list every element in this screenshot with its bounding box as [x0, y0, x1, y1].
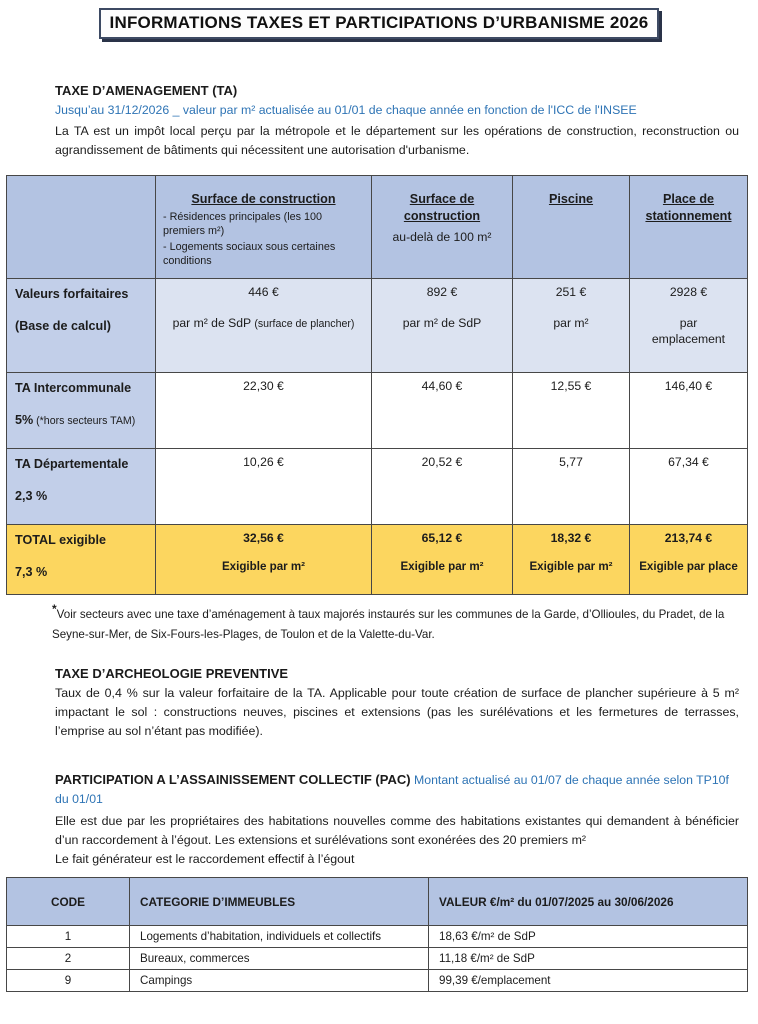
column-title: Piscine: [548, 192, 594, 206]
pac-cell-code: 2: [7, 948, 130, 970]
pac-cell-categorie: Campings: [130, 970, 429, 992]
value-cell: [630, 279, 748, 373]
column-subtitle-line: au-delà de 100 m²: [392, 230, 492, 244]
cell-value: 892 €: [426, 285, 458, 299]
ta-row-departementale: [7, 449, 748, 525]
cell-unit-line: par: [679, 316, 698, 330]
cell-value: 67,34 €: [668, 455, 709, 469]
pac-cell-categorie: Logements d’habitation, individuels et collectifs: [130, 926, 429, 948]
cell-value: 65,12 €: [421, 531, 463, 545]
value-cell: [372, 525, 513, 595]
row-label-cell: [7, 525, 156, 595]
ta-footnote: [52, 599, 744, 645]
cell-value: 12,55 €: [550, 379, 592, 393]
ta-row-valeurs-forfaitaires: [7, 279, 748, 373]
ta-update-note: Jusqu’au 31/12/2026 _ valeur par m² actualisée au 01/01 de chaque année en fonction de l'ICC de l'INSEE: [55, 103, 637, 117]
ta-table-header-row: [7, 176, 748, 279]
pac-body-text2: Le fait générateur est le raccordement effectif à l’égout: [55, 852, 355, 866]
cell-unit: Exigible par m²: [221, 560, 306, 573]
pac-header-code: CODE: [7, 878, 130, 926]
value-cell: [513, 279, 630, 373]
section-pac: [55, 770, 739, 869]
value-cell: [630, 525, 748, 595]
pac-body-text: Elle est due par les propriétaires des habitations nouvelles comme des habitations existantes qui demandent à bénéficier d’un raccordement à l’égout. Les extensions et surélévations sont exonérées des 20 premiers m²: [55, 814, 739, 847]
value-cell: [630, 373, 748, 449]
row-label-line1: TA Intercommunale: [15, 381, 132, 395]
pac-cell-valeur: 99,39 €/emplacement: [429, 970, 748, 992]
ta-row-total: [7, 525, 748, 595]
value-cell: [156, 373, 372, 449]
cell-unit: Exigible par m²: [529, 560, 613, 573]
pac-table-header-row: [7, 878, 748, 926]
cell-value: 2928 €: [669, 285, 708, 299]
row-label-line2: (Base de calcul): [15, 319, 111, 333]
value-cell: [513, 373, 630, 449]
pac-header-valeur: VALEUR €/m² du 01/07/2025 au 30/06/2026: [429, 878, 748, 926]
value-cell: [372, 373, 513, 449]
value-cell: [156, 279, 372, 373]
pac-table-row: [7, 970, 748, 992]
section-heading-ta: TAXE D’AMENAGEMENT (TA): [55, 83, 238, 98]
cell-value: 22,30 €: [243, 379, 284, 393]
document-title: INFORMATIONS TAXES ET PARTICIPATIONS D’URBANISME 2026: [99, 8, 660, 39]
section-heading-pac: PARTICIPATION A L’ASSAINISSEMENT COLLECTIF (PAC): [55, 772, 411, 787]
cell-unit: Exigible par m²: [400, 560, 484, 573]
pac-cell-valeur: 18,63 €/m² de SdP: [429, 926, 748, 948]
value-cell: [372, 449, 513, 525]
pac-cell-categorie: Bureaux, commerces: [130, 948, 429, 970]
footnote-text: Voir secteurs avec une taxe d’aménagement à taux majorés instaurés sur les communes de la Garde, d’Ollioules, du Pradet, de la Seyne-sur-Mer, de Six-Fours-les-Plages, de Toulon et de la Valette-du-Var.: [52, 607, 725, 641]
ta-header-corner-cell: [7, 176, 156, 279]
ta-header-piscine: [513, 176, 630, 279]
column-subtitle-line: - Logements sociaux sous certaines conditions: [163, 241, 336, 267]
row-label-cell: [7, 279, 156, 373]
value-cell: [630, 449, 748, 525]
title-banner: [0, 8, 758, 39]
column-subtitle-line: - Résidences principales (les 100 premiers m²): [163, 211, 323, 237]
pac-cell-valeur: 11,18 €/m² de SdP: [429, 948, 748, 970]
ta-header-stationnement: [630, 176, 748, 279]
cell-unit: par m² de SdP: [402, 316, 482, 330]
section-heading-archeo: TAXE D’ARCHEOLOGIE PREVENTIVE: [55, 666, 289, 681]
ta-header-surface-construction: [156, 176, 372, 279]
archeo-body-text: Taux de 0,4 % sur la valeur forfaitaire de la TA. Applicable pour toute création de surface de plancher supérieure à 5 m² impactant le sol : constructions neuves, piscines et extensions (pas les surélévations et les fermetures de terrasses, l’emprise au sol n’étant pas modifiée).: [55, 686, 739, 738]
ta-body-text: La TA est un impôt local perçu par la métropole et le département sur les opérations de construction, reconstruction ou agrandissement de bâtiments qui nécessitent une autorisation d'urbanisme.: [55, 124, 739, 157]
pac-header-categorie: CATEGORIE D’IMMEUBLES: [130, 878, 429, 926]
pac-cell-code: 1: [7, 926, 130, 948]
row-label-note: (*hors secteurs TAM): [33, 415, 136, 427]
cell-value: 146,40 €: [664, 379, 713, 393]
pac-table-row: [7, 948, 748, 970]
ta-table: [6, 175, 748, 595]
value-cell: [372, 279, 513, 373]
cell-value: 18,32 €: [550, 531, 592, 545]
cell-value: 10,26 €: [243, 455, 284, 469]
cell-value: 251 €: [555, 285, 587, 299]
pac-table: [6, 877, 748, 992]
ta-header-surface-audela: [372, 176, 513, 279]
cell-unit: par m²: [553, 316, 589, 330]
footnote-asterisk: *: [52, 602, 57, 616]
cell-value: 44,60 €: [421, 379, 463, 393]
cell-value: 5,77: [559, 455, 583, 469]
cell-unit-line: emplacement: [651, 332, 726, 346]
column-title: Surface de construction: [191, 192, 336, 206]
value-cell: [513, 449, 630, 525]
cell-unit: Exigible par place: [639, 560, 738, 573]
row-label-line1: TOTAL exigible: [15, 533, 106, 547]
value-cell: [513, 525, 630, 595]
value-cell: [156, 449, 372, 525]
row-label-line2: 7,3 %: [15, 565, 48, 579]
cell-value: 213,74 €: [664, 531, 713, 545]
column-title: Surface de construction: [403, 192, 481, 223]
row-label-cell: [7, 449, 156, 525]
cell-value: 20,52 €: [421, 455, 463, 469]
row-label-line2: 2,3 %: [15, 489, 48, 503]
cell-unit-small: (surface de plancher): [254, 318, 355, 330]
cell-value: 32,56 €: [243, 531, 284, 545]
cell-unit: par m² de SdP: [172, 316, 255, 330]
pac-cell-code: 9: [7, 970, 130, 992]
pac-table-row: [7, 926, 748, 948]
section-taxe-amenagement: [55, 83, 739, 160]
section-taxe-archeologie: [55, 666, 739, 741]
row-label-cell: [7, 373, 156, 449]
value-cell: [156, 525, 372, 595]
pac-update-note: Montant actualisé au 01/07 de chaque année selon TP10f du 01/01: [55, 773, 729, 806]
row-label-line1: Valeurs forfaitaires: [15, 287, 129, 301]
ta-row-intercommunale: [7, 373, 748, 449]
row-label-rate: 5%: [15, 413, 34, 427]
column-title: Place de stationnement: [645, 192, 732, 223]
row-label-line1: TA Départementale: [15, 457, 129, 471]
cell-value: 446 €: [248, 285, 279, 299]
